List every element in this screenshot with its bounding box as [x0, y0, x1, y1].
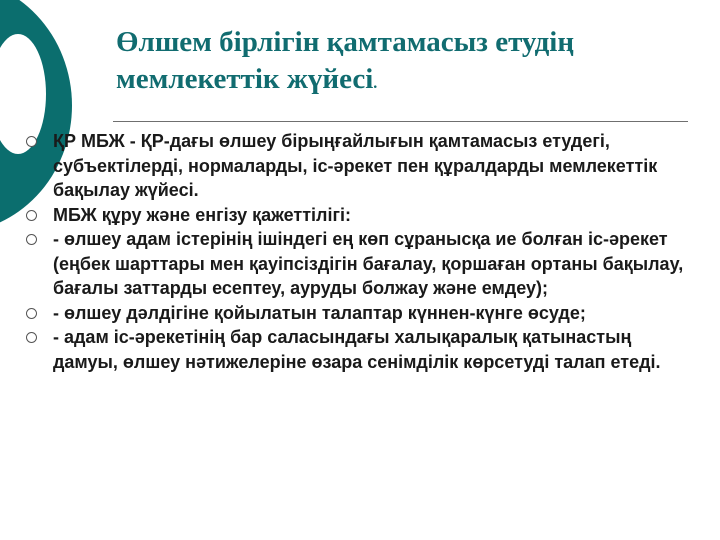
- bullet-item: [26, 301, 696, 326]
- bullet-text: МБЖ құру және енгізу қажеттілігі:: [53, 204, 351, 225]
- slide-title: [116, 24, 706, 102]
- slide-title-period: .: [373, 75, 378, 92]
- hollow-circle-bullet-icon: [26, 136, 37, 147]
- bullet-list: [26, 129, 696, 374]
- bullet-item: [26, 129, 696, 203]
- bullet-text: ҚР МБЖ - ҚР-дағы өлшеу бірыңғайлығын қамтамасыз етудегі, субъектілерді, нормаларды, іс-әрекет пен құралдарды мемлекеттік бақылау жүйесі.: [53, 131, 658, 200]
- hollow-circle-bullet-icon: [26, 308, 37, 319]
- title-divider: [113, 121, 688, 122]
- bullet-text: - өлшеу дәлдігіне қойылатын талаптар күннен-күнге өсуде;: [53, 302, 586, 323]
- bullet-item: [26, 203, 696, 228]
- slide-title-text: Өлшем бірлігін қамтамасыз етудің мемлекеттік жүйесі: [116, 26, 575, 95]
- hollow-circle-bullet-icon: [26, 210, 37, 221]
- bullet-item: [26, 325, 696, 374]
- hollow-circle-bullet-icon: [26, 332, 37, 343]
- bullet-text: - өлшеу адам істерінің ішіндегі ең көп сұранысқа ие болған іс-әрекет (еңбек шарттары мен қауіпсіздігін бағалау, қоршаған ортаны бақылау, бағалы заттарды есептеу, ауруды болжау және емдеу);: [53, 229, 684, 298]
- bullet-text: - адам іс-әрекетінің бар саласындағы халықаралық қатынастың дамуы, өлшеу нәтижелеріне өзара сенімділік көрсетуді талап етеді.: [53, 327, 661, 372]
- bullet-item: [26, 227, 696, 301]
- hollow-circle-bullet-icon: [26, 234, 37, 245]
